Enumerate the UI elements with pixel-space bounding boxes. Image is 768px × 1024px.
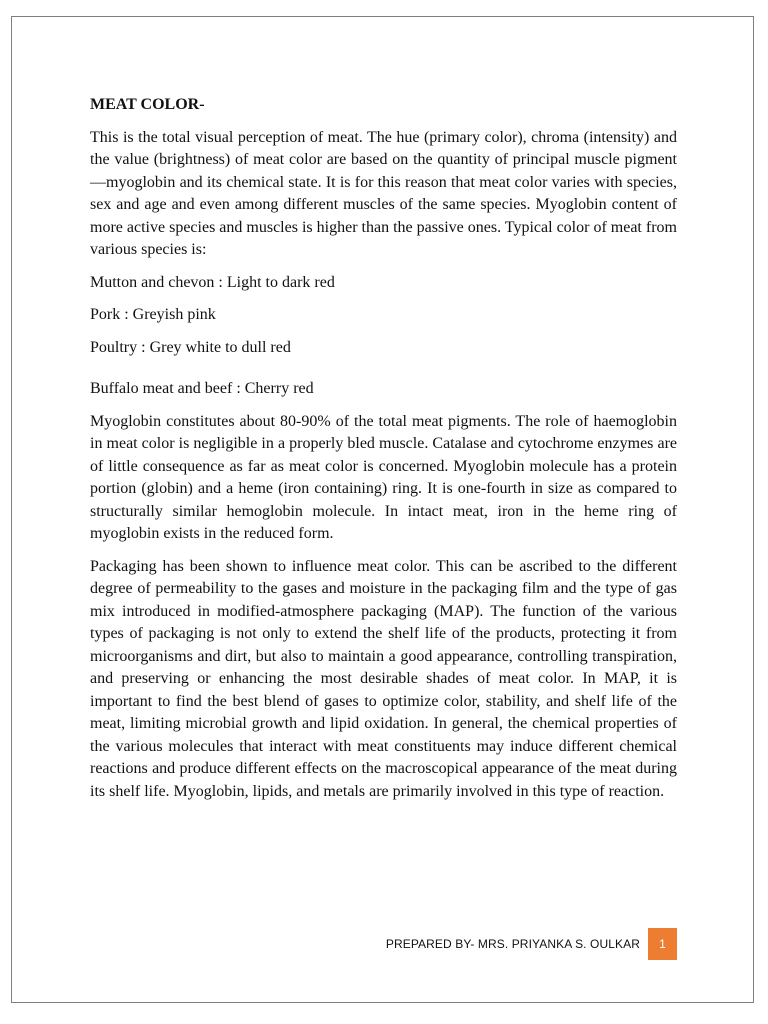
myoglobin-paragraph: Myoglobin constitutes about 80-90% of the total meat pigments. The role of haemoglobin in meat color is negligible in a properly bled muscle. Catalase and cytochrome enzymes are of little consequence as far as meat color is concerned. Myoglobin molecule has a protein portion (globin) and a heme (iron containing) ring. It is one-fourth in size as compared to structurally similar hemoglobin molecule. In intact meat, iron in the heme ring of myoglobin exists in the reduced form. [90,412,677,542]
section-heading: MEAT COLOR- [90,96,205,113]
prepared-by-text: PREPARED BY- MRS. PRIYANKA S. OULKAR [385,937,640,951]
intro-paragraph: This is the total visual perception of meat. The hue (primary color), chroma (intensity) and the value (brightness) of meat color are based on the quantity of principal muscle pigment—myoglobin and its chemical state. It is for this reason that meat color varies with species, sex and age and even among different muscles of the same species. Myoglobin content of more active species and muscles is higher than the passive ones. Typical color of meat from various species is: [90,128,677,258]
page-number-badge: 1 [648,928,677,960]
species-color-pork: Pork : Greyish pink [90,306,216,323]
document-body [90,94,677,813]
species-color-mutton: Mutton and chevon : Light to dark red [90,273,335,291]
species-color-poultry: Poultry : Grey white to dull red [90,338,291,356]
packaging-paragraph: Packaging has been shown to influence meat color. This can be ascribed to the different degree of permeability to the gases and moisture in the packaging film and the type of gas mix introduced in modified-atmosphere packaging (MAP). The function of the various types of packaging is not only to extend the shelf life of the products, protecting it from microorganisms and dirt, but also to maintain a good appearance, controlling transpiration, and preserving or enhancing the most desirable shades of meat color. In MAP, it is important to find the best blend of gases to optimize color, stability, and shelf life of the meat, limiting microbial growth and lipid oxidation. In general, the chemical properties of the various molecules that interact with meat constituents may induce different chemical reactions and produce different effects on the macroscopical appearance of the meat during its shelf life. Myoglobin, lipids, and metals are primarily involved in this type of reaction. [90,557,677,800]
species-color-buffalo: Buffalo meat and beef : Cherry red [90,380,314,397]
page-footer [90,928,677,960]
